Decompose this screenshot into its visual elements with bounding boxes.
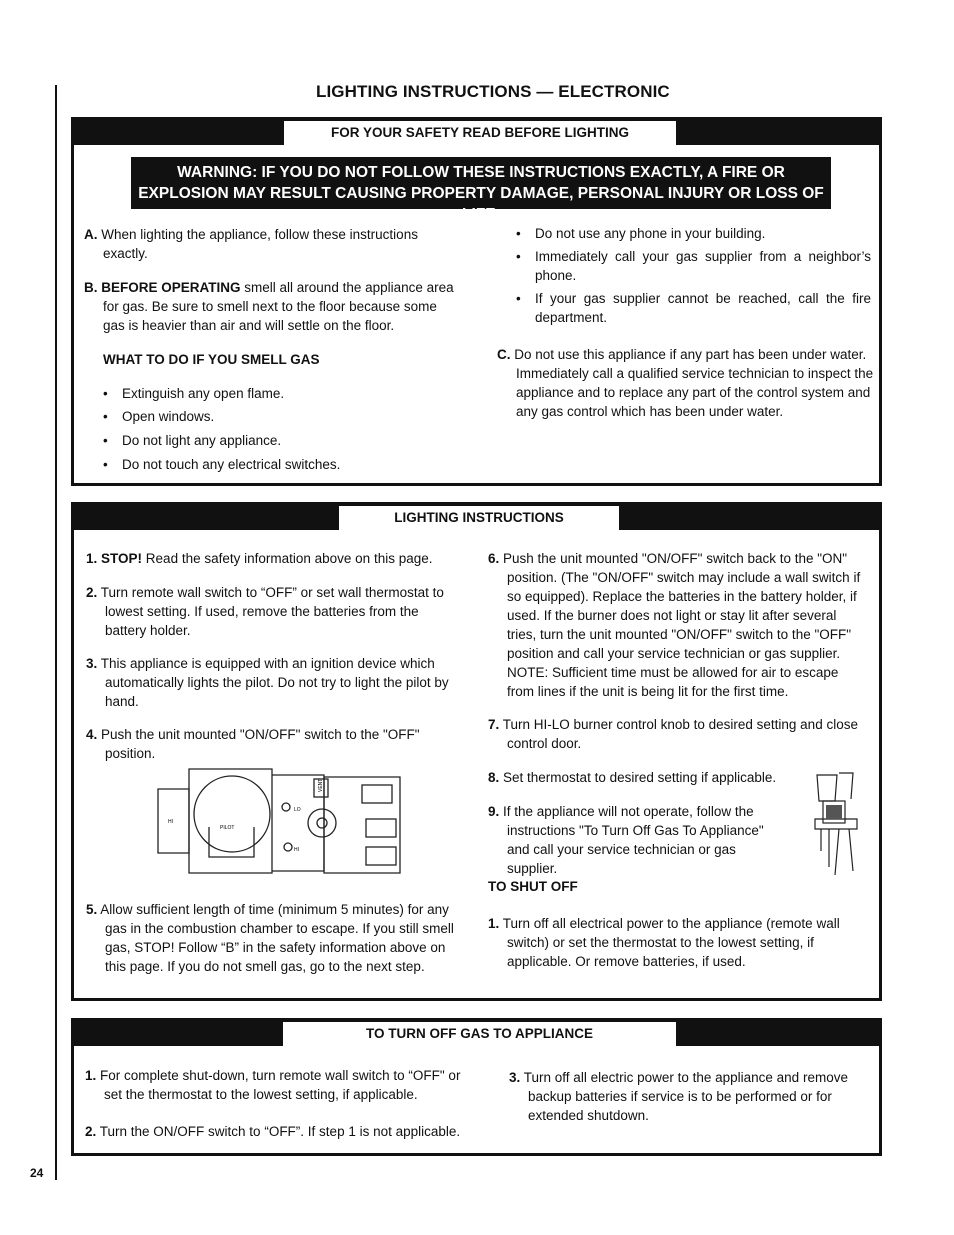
safety-item-a: A. When lighting the appliance, follow these instructions exactly. bbox=[84, 227, 418, 261]
safety-header: FOR YOUR SAFETY READ BEFORE LIGHTING bbox=[284, 121, 676, 145]
turnoff-step-1: 1. For complete shut-down, turn remote wall switch to “OFF" or set the thermostat to the lowest setting, if applicable. bbox=[85, 1068, 461, 1102]
lighting-step-4: 4. Push the unit mounted "ON/OFF" switch to the "OFF" position. bbox=[86, 727, 420, 761]
lighting-step-7: 7. Turn HI-LO burner control knob to desired setting and close control door. bbox=[488, 717, 858, 751]
list-item: • Do not use any phone in your building. bbox=[516, 226, 766, 241]
pilot-label: PILOT bbox=[220, 825, 235, 831]
turnoff-header: TO TURN OFF GAS TO APPLIANCE bbox=[283, 1022, 676, 1046]
vent-label: VENT bbox=[318, 778, 324, 792]
turnoff-step-2: 2. Turn the ON/OFF switch to “OFF”. If step 1 is not applicable. bbox=[85, 1124, 461, 1139]
shutoff-step-1: 1. Turn off all electrical power to the appliance (remote wall switch) or set the thermostat to the lowest setting, if applicable. Or remove batteries, if used. bbox=[488, 916, 840, 969]
list-item: • Do not touch any electrical switches. bbox=[103, 457, 341, 472]
lighting-step-8: 8. Set thermostat to desired setting if applicable. bbox=[488, 770, 777, 785]
turnoff-box bbox=[71, 1018, 882, 1156]
shutoff-heading: TO SHUT OFF bbox=[488, 879, 578, 894]
list-item: • Immediately call your gas supplier from a neighbor’s phone. bbox=[516, 249, 871, 283]
hi-label: HI bbox=[294, 847, 299, 853]
safety-box bbox=[71, 117, 882, 486]
lighting-step-2: 2. Turn remote wall switch to “OFF” or set wall thermostat to lowest setting. If used, remove the batteries from the battery holder. bbox=[86, 585, 444, 638]
lighting-header: LIGHTING INSTRUCTIONS bbox=[339, 506, 619, 530]
lighting-box bbox=[71, 502, 882, 1001]
lighting-step-5: 5. Allow sufficient length of time (minimum 5 minutes) for any gas in the combustion chamber to escape. If you still smell gas, STOP! Follow “B” in the safety information above on this page. If you do not smell gas, go to the next step. bbox=[86, 902, 454, 974]
lighting-step-6: 6. Push the unit mounted "ON/OFF" switch back to the "ON" position. (The "ON/OFF" switch may include a wall switch if so equipped). Replace the batteries in the battery holder, if used. If the burner does not light or stay lit after several tries, turn the unit mounted "ON/OFF" switch to the "OFF" position and call your service technician or gas supplier. NOTE: Sufficient time must be allowed for air to escape from lines if the unit is being lit for the first time. bbox=[488, 551, 861, 699]
warning-banner: WARNING: IF YOU DO NOT FOLLOW THESE INSTRUCTIONS EXACTLY, A FIRE OR EXPLOSION MAY RESULT CAUSING PROPERTY DAMAGE, PERSONAL INJURY OR LOSS OF LIFE. bbox=[131, 157, 831, 209]
list-item: • If your gas supplier cannot be reached, call the fire department. bbox=[516, 291, 871, 325]
side-hi-label: HI bbox=[168, 819, 173, 825]
list-item: • Extinguish any open flame. bbox=[103, 386, 285, 401]
pilot-assembly-image bbox=[809, 771, 865, 879]
lighting-step-1: 1. STOP! Read the safety information above on this page. bbox=[86, 551, 433, 566]
list-item: • Open windows. bbox=[103, 409, 215, 424]
turnoff-step-3: 3. Turn off all electric power to the appliance and remove backup batteries if service is to be performed or for extended shutdown. bbox=[509, 1070, 848, 1123]
margin-rule bbox=[55, 85, 57, 1180]
page-number: 24 bbox=[30, 1166, 44, 1180]
safety-item-c: C. Do not use this appliance if any part has been under water. Immediately call a qualified service technician to inspect the appliance and to replace any part of the control system and any gas control which has been under water. bbox=[497, 347, 874, 419]
smell-gas-heading: WHAT TO DO IF YOU SMELL GAS bbox=[103, 352, 320, 367]
lighting-step-3: 3. This appliance is equipped with an ignition device which automatically lights the pilot. Do not try to light the pilot by hand. bbox=[86, 656, 449, 709]
lo-label: LO bbox=[294, 807, 301, 813]
gas-valve-diagram bbox=[154, 767, 404, 879]
list-item: • Do not light any appliance. bbox=[103, 433, 282, 448]
page-title: LIGHTING INSTRUCTIONS — ELECTRONIC bbox=[316, 82, 670, 101]
safety-item-b: B. BEFORE OPERATING smell all around the appliance area for gas. Be sure to smell next to the floor because some gas is heavier than air and will settle on the floor. bbox=[84, 280, 454, 333]
lighting-step-9: 9. If the appliance will not operate, follow the instructions "To Turn Off Gas To Appliance" and call your service technician or gas supplier. bbox=[488, 804, 764, 876]
